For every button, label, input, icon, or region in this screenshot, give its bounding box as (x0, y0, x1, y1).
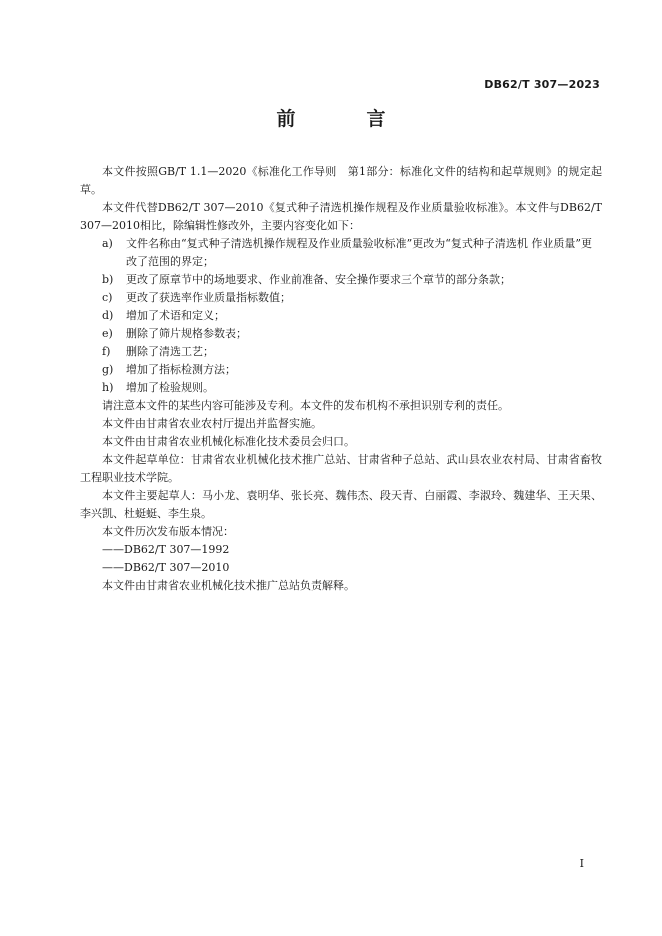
list-text: 删除了清选工艺； (126, 345, 214, 358)
foreword-body (80, 163, 602, 595)
paragraph-replacement: 本文件代替DB62/T 307—2010《复式种子清选机操作规程及作业质量验收标准》。本文件与DB62/T 307—2010相比，除编辑性修改外，主要内容变化如下： (80, 201, 602, 232)
list-marker: f) (102, 345, 111, 358)
paragraph-committee: 本文件由甘肃省农业机械化标准化技术委员会归口。 (102, 435, 355, 448)
list-item (80, 343, 602, 361)
document-id: DB62/T 307—2023 (484, 78, 600, 91)
paragraph-patent-notice: 请注意本文件的某些内容可能涉及专利。本文件的发布机构不承担识别专利的责任。 (102, 399, 509, 412)
list-marker: b) (102, 273, 114, 286)
list-item (80, 361, 602, 379)
list-text: 增加了指标检测方法； (126, 363, 236, 376)
history-version-2010: ——DB62/T 307—2010 (102, 561, 230, 574)
list-text: 增加了检验规则。 (126, 381, 214, 394)
list-text: 更改了原章节中的场地要求、作业前准备、安全操作要求三个章节的部分条款； (126, 273, 511, 286)
paragraph-history-intro: 本文件历次发布版本情况： (102, 525, 234, 538)
list-item (80, 379, 602, 397)
page-number: I (579, 857, 584, 870)
list-marker: a) (102, 237, 113, 250)
list-item (80, 235, 602, 271)
list-item (80, 271, 602, 289)
page-title: 前 言 (276, 108, 412, 130)
list-marker: g) (102, 363, 114, 376)
paragraph-drafters: 本文件主要起草人：马小龙、袁明华、张长亮、魏伟杰、段天青、白丽霞、李淑玲、魏建华、王天果、李兴凯、杜蜓蜓、李生泉。 (80, 489, 602, 520)
list-marker: c) (102, 291, 113, 304)
paragraph-proposer: 本文件由甘肃省农业农村厅提出并监督实施。 (102, 417, 322, 430)
list-item (80, 307, 602, 325)
paragraph-drafting-rules: 本文件按照GB/T 1.1—2020《标准化工作导则 第1部分：标准化文件的结构和起草规则》的规定起草。 (80, 165, 602, 196)
list-item (80, 325, 602, 343)
list-text: 删除了筛片规格参数表； (126, 327, 247, 340)
list-text: 更改了获选率作业质量指标数值； (126, 291, 291, 304)
paragraph-interpretation: 本文件由甘肃省农业机械化技术推广总站负责解释。 (102, 579, 355, 592)
history-version-1992: ——DB62/T 307—1992 (102, 543, 230, 556)
list-text: 增加了术语和定义； (126, 309, 225, 322)
paragraph-drafting-units: 本文件起草单位：甘肃省农业机械化技术推广总站、甘肃省种子总站、武山县农业农村局、甘肃省畜牧工程职业技术学院。 (80, 453, 602, 484)
list-marker: e) (102, 327, 113, 340)
list-text: 文件名称由“复式种子清选机操作规程及作业质量验收标准”更改为“复式种子清选机 作业质量”更改了范围的界定； (126, 237, 592, 268)
list-item (80, 289, 602, 307)
list-marker: h) (102, 381, 114, 394)
list-marker: d) (102, 309, 114, 322)
